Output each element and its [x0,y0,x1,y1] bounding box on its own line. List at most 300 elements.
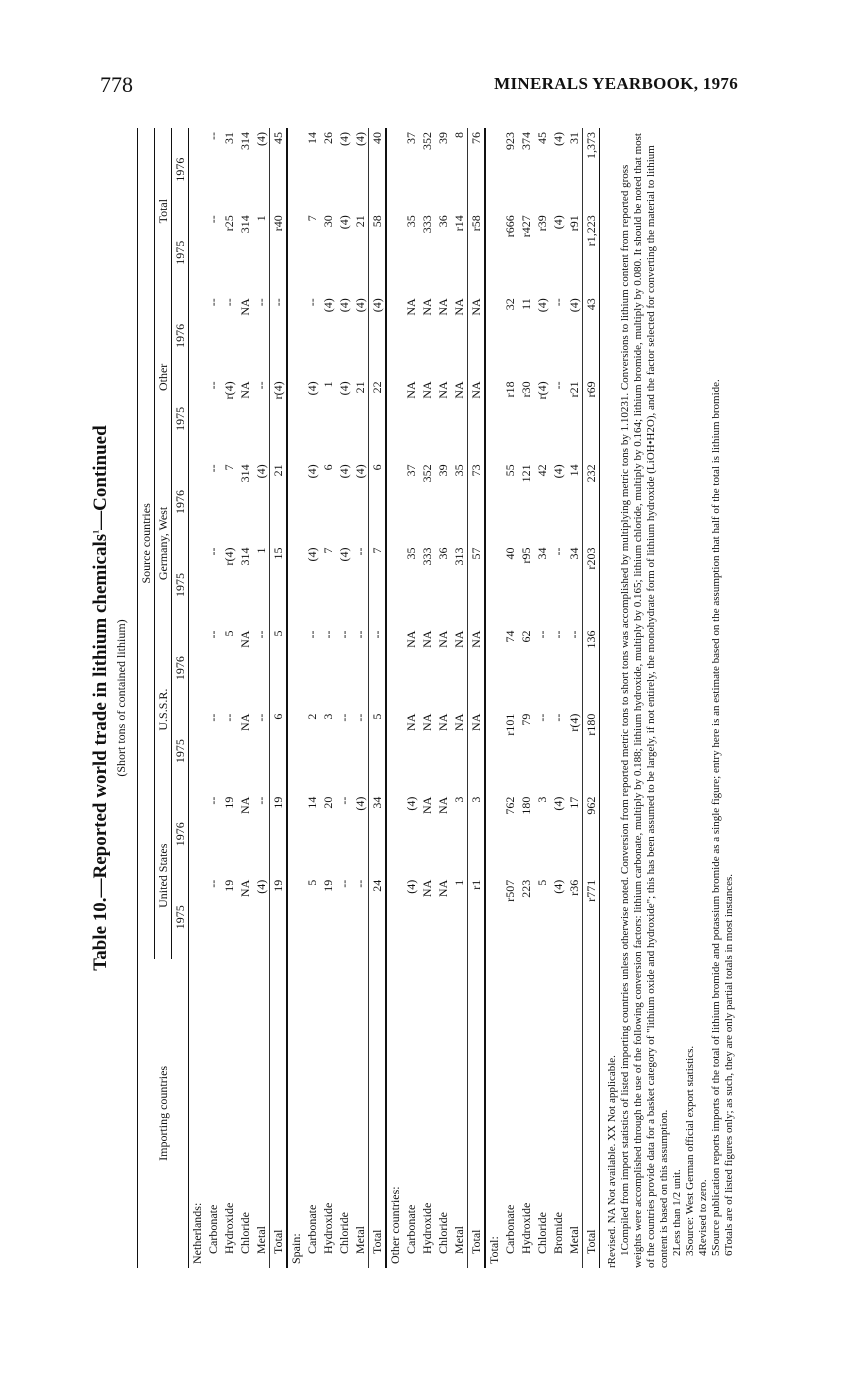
cell-value: r25 [222,215,236,232]
cell-value: NA [452,713,466,731]
row-label: Chloride [238,1212,252,1254]
cell-value: 11 [519,298,533,310]
row-label: Total: [487,1236,501,1264]
cell-value [189,793,206,876]
cell-value: NA [452,298,466,316]
cell-value: NA [436,630,450,648]
cell-value: 962 [583,793,600,876]
cell-value: r101 [503,713,517,736]
table-row [336,128,352,1268]
cell-value: r18 [503,381,517,398]
cell-value [189,627,206,710]
cell-value: 40 [369,128,387,211]
cell-value [386,876,403,959]
cell-value: (4) [551,464,565,479]
cell-value: 314 [238,132,252,150]
cell-value: NA [468,377,486,460]
cell-value [386,460,403,543]
cell-value: 43 [583,294,600,377]
cell-value: (4) [551,132,565,146]
cell-value: (4) [353,298,367,313]
cell-value: NA [436,713,450,731]
cell-value: 374 [519,132,533,150]
cell-value: 31 [222,132,236,144]
cell-value [485,128,502,211]
year-header: 1975 [172,211,189,294]
cell-value: 3 [452,796,466,803]
cell-value: 45 [535,132,549,144]
table-row [352,128,369,1268]
cell-value: 36 [436,215,450,228]
row-label: Spain: [289,1233,303,1264]
cell-value: 36 [436,547,450,560]
table-title-note: 1 [91,529,101,534]
cell-value: 14 [305,132,319,144]
cell-value: r507 [503,879,517,902]
cell-value [485,543,502,626]
year-header: 1975 [172,377,189,460]
cell-value: -- [337,879,351,888]
cell-value: NA [436,796,450,814]
cell-value: 73 [468,460,486,543]
year-header: 1976 [172,627,189,710]
cell-value: 19 [270,876,288,959]
cell-value: (4) [567,298,581,313]
cell-value: 14 [305,796,319,809]
cell-value: r203 [583,543,600,626]
cell-value: NA [420,298,434,316]
row-label: Netherlands: [190,1202,204,1264]
cell-value: (4) [404,796,418,811]
cell-value: 35 [452,464,466,477]
cell-value: 19 [270,793,288,876]
cell-value: r14 [452,215,466,232]
cell-value: -- [535,630,549,639]
cell-value: 7 [222,464,236,471]
cell-value: r1 [468,876,486,959]
table-row [550,128,566,1268]
cell-value: NA [404,713,418,731]
page-number: 778 [100,72,133,97]
cell-value: 39 [436,464,450,477]
cell-value [386,211,403,294]
cell-value: 20 [321,796,335,809]
cell-value: (4) [321,298,335,313]
cell-value: 5 [305,879,319,886]
lithium-trade-table [137,128,600,1268]
cell-value [287,543,304,626]
cell-value: 37 [404,132,418,144]
cell-value: 314 [238,547,252,566]
row-label: Total [369,959,387,1268]
cell-value: 3 [468,793,486,876]
row-label: Hydroxide [420,1202,434,1254]
cell-value: 55 [503,464,517,477]
cell-value: 58 [369,211,387,294]
cell-value: (4) [551,215,565,230]
year-header: 1976 [172,460,189,543]
cell-value: 35 [404,215,418,228]
cell-value: 22 [369,377,387,460]
cell-value: -- [369,627,387,710]
row-label: Total [270,959,288,1268]
cell-value: NA [436,298,450,316]
cell-value: -- [551,547,565,556]
table-title [90,128,112,1268]
row-label: Total [583,959,600,1268]
cell-value: -- [337,630,351,639]
total-row [468,128,486,1268]
cell-value: 923 [503,132,517,150]
cell-value: 34 [567,547,581,560]
cell-value: r39 [535,215,549,232]
cell-value: r21 [567,381,581,398]
cell-value [189,460,206,543]
cell-value [287,710,304,793]
footnote: 6Totals are of listed figures only; as such, they are only partial totals in most instances. [723,873,735,1256]
total-row [270,128,288,1268]
cell-value: 21 [353,381,367,394]
cell-value: 34 [535,547,549,560]
cell-value: NA [436,879,450,898]
cell-value: 39 [436,132,450,144]
row-label: Carbonate [404,1204,418,1254]
cell-value: -- [353,547,367,556]
cell-value: 21 [353,215,367,228]
cell-value [485,294,502,377]
cell-value [189,876,206,959]
cell-value: -- [206,381,220,390]
cell-value [386,294,403,377]
row-label: Chloride [337,1212,351,1254]
cell-value: 3 [321,713,335,720]
cell-value [189,543,206,626]
cell-value: 3 [535,796,549,803]
table-title-main: Table 10.—Reported world trade in lithium chemicals [90,533,111,971]
cell-value: 5 [222,630,236,637]
cell-value [287,211,304,294]
cell-value [189,377,206,460]
cell-value: -- [254,298,268,307]
cell-value: 19 [321,879,335,892]
cell-value: 37 [404,464,418,477]
cell-value [287,377,304,460]
total-row [583,128,600,1268]
cell-value [386,627,403,710]
cell-value [485,710,502,793]
year-header: 1975 [172,710,189,793]
cell-value [287,627,304,710]
table-row [518,128,534,1268]
cell-value: 5 [270,627,288,710]
cell-value: 1 [452,879,466,886]
cell-value: 313 [452,547,466,566]
cell-value: 45 [270,128,288,211]
cell-value: -- [206,464,220,473]
cell-value: 6 [270,710,288,793]
cell-value: 26 [321,132,335,144]
cell-value [386,793,403,876]
year-header: 1976 [172,793,189,876]
cell-value: 1 [254,215,268,222]
cell-value: 180 [519,796,533,815]
cell-value: r40 [270,211,288,294]
cell-value [386,710,403,793]
row-label: Metal [452,1226,466,1254]
cell-value: 42 [535,464,549,477]
cell-value [485,211,502,294]
cell-value: r1,223 [583,211,600,294]
cell-value: (4) [337,547,351,562]
cell-value [386,128,403,211]
cell-value: NA [452,630,466,648]
footnote: 1Compiled from import statistics of listed importing countries unless otherwise noted. Conversion from reported metric tons to short tons was accomplished by multiplying metric tons by 1.10231. Conversions to lithium content from reported gross weights were accomplished through the use of the following conversion factors: lithium carbonate, multiply by 0.188; lithium hydroxide, multiply by 0.165; lithium chloride, multiply by 0.164; lithium bromide, multiply by 0.080. It should be noted that most of the countries provide data for a basket category of "lithium oxide and hydroxide"; this has been assumed to be largely, if not entirely, the monohydrate form of lithium hydroxide (LiOH•H2O), and the factor selected for converting the material to lithium content is based on this assumption. [619,133,670,1268]
cell-value: 136 [583,627,600,710]
rotated-table-block [90,128,790,1268]
cell-value: -- [206,215,220,224]
cell-value: 314 [238,215,252,234]
cell-value: 232 [583,460,600,543]
row-label: Hydroxide [519,1202,533,1254]
row-label: Metal [567,1226,581,1254]
cell-value: -- [206,547,220,556]
cell-value: r771 [583,876,600,959]
cell-value: -- [254,381,268,390]
cell-value: -- [206,298,220,307]
cell-value: -- [206,630,220,639]
cell-value [485,793,502,876]
cell-value: (4) [337,132,351,146]
cell-value: NA [404,298,418,316]
group-heading-row [386,128,403,1268]
cell-value: 352 [420,132,434,150]
table-row [419,128,435,1268]
cell-value: r95 [519,547,533,564]
cell-value [287,793,304,876]
cell-value: 7 [321,547,335,554]
cell-value: 1 [321,381,335,388]
row-label: Other countries: [388,1186,402,1264]
year-header: 1976 [172,128,189,211]
cell-value [189,128,206,211]
cell-value [485,627,502,710]
row-label: Carbonate [503,1204,517,1254]
table-subtitle: (Short tons of contained lithium) [114,619,128,777]
cell-value: 30 [321,215,335,228]
footnote: rRevised. NA Not available. XX Not applicable. [606,1055,618,1268]
row-label: Hydroxide [222,1202,236,1254]
table-title-suffix: —Continued [90,425,111,530]
cell-value: -- [254,630,268,639]
cell-value: NA [436,381,450,399]
cell-value: -- [567,630,581,639]
source-column-header: Germany, West [155,460,172,626]
cell-value: (4) [337,215,351,230]
cell-value: (4) [353,464,367,479]
cell-value: -- [222,298,236,307]
row-label: Chloride [436,1212,450,1254]
cell-value: -- [206,879,220,888]
group-heading-row [189,128,206,1268]
source-column-header: U.S.S.R. [155,627,172,793]
cell-value: (4) [369,294,387,377]
cell-value: -- [206,713,220,722]
cell-value: r180 [583,710,600,793]
cell-value: NA [238,796,252,814]
table-row [403,128,419,1268]
cell-value: NA [238,381,252,399]
cell-value: (4) [404,879,418,894]
table-row [435,128,451,1268]
cell-value [189,294,206,377]
source-column-header: United States [155,793,172,959]
cell-value: NA [452,381,466,399]
cell-value: 14 [567,464,581,477]
cell-value: 79 [519,713,533,726]
cell-value: 74 [503,630,517,643]
cell-value: r69 [583,377,600,460]
row-label: Chloride [535,1212,549,1254]
cell-value: r(4) [222,381,236,400]
cell-value: r91 [567,215,581,232]
cell-value: NA [420,713,434,731]
cell-value: 762 [503,796,517,815]
cell-value: 21 [270,460,288,543]
footnote: 5Source publication reports imports of the total of lithium bromide and potassium bromide as a single figure; entry here is an estimate based on the assumption that half of the total is lithium bromide. [710,379,722,1256]
cell-value: r36 [567,879,581,896]
cell-value: r30 [519,381,533,398]
table-row [237,128,253,1268]
year-header: 1975 [172,876,189,959]
cell-value: r(4) [535,381,549,400]
cell-value: (4) [254,132,268,146]
cell-value: -- [206,796,220,805]
cell-value: NA [238,713,252,731]
cell-value: 24 [369,876,387,959]
group-header: Source countries [138,128,155,959]
running-head: MINERALS YEARBOOK, 1976 [494,74,738,93]
cell-value [485,460,502,543]
cell-value [485,876,502,959]
source-column-header: Total [155,128,172,294]
table-row [502,128,518,1268]
cell-value [386,543,403,626]
group-heading-row [287,128,304,1268]
cell-value: -- [337,796,351,805]
cell-value: NA [420,381,434,399]
cell-value: (4) [305,547,319,562]
cell-value: NA [468,294,486,377]
cell-value: -- [337,713,351,722]
cell-value: -- [254,713,268,722]
cell-value: -- [535,713,549,722]
cell-value: 17 [567,796,581,809]
cell-value: 8 [452,132,466,138]
cell-value [386,377,403,460]
cell-value: 7 [305,215,319,222]
cell-value: -- [305,630,319,639]
cell-value: -- [222,713,236,722]
cell-value: (4) [353,132,367,146]
cell-value: (4) [254,464,268,479]
cell-value: r(4) [222,547,236,566]
table-row [253,128,270,1268]
row-label: Metal [353,1226,367,1254]
cell-value [287,876,304,959]
cell-value: 333 [420,215,434,234]
cell-value: -- [551,713,565,722]
cell-value: 1,373 [583,128,600,211]
cell-value: (4) [535,298,549,313]
cell-value: 121 [519,464,533,483]
year-header: 1976 [172,294,189,377]
cell-value: NA [238,630,252,648]
cell-value [287,128,304,211]
cell-value: -- [551,630,565,639]
footnote: 2Less than 1/2 unit. [671,1169,683,1256]
cell-value: 223 [519,879,533,898]
year-header: 1975 [172,543,189,626]
footnotes [606,128,736,1268]
cell-value: r(4) [270,377,288,460]
table-row [566,128,583,1268]
cell-value: 1 [254,547,268,554]
cell-value: -- [353,630,367,639]
cell-value: -- [321,630,335,639]
stub-header: Importing countries [138,959,189,1268]
row-label: Hydroxide [321,1202,335,1254]
cell-value [287,294,304,377]
cell-value: 6 [321,464,335,471]
cell-value [189,211,206,294]
cell-value: 352 [420,464,434,483]
footnote: 4Revised to zero. [697,1179,709,1256]
cell-value: (4) [337,464,351,479]
cell-value: (4) [305,381,319,396]
cell-value: NA [404,630,418,648]
cell-value: (4) [337,298,351,313]
cell-value: 57 [468,543,486,626]
cell-value: -- [206,132,220,140]
table-row [205,128,221,1268]
cell-value: NA [468,710,486,793]
row-label: Bromide [551,1212,565,1254]
row-label: Metal [254,1226,268,1254]
cell-value: -- [254,796,268,805]
footnote: 3Source: West German official export statistics. [684,1045,696,1256]
cell-value: r58 [468,211,486,294]
cell-value: NA [238,298,252,316]
row-label: Carbonate [305,1204,319,1254]
cell-value: NA [468,627,486,710]
cell-value [189,710,206,793]
cell-value: 5 [369,710,387,793]
cell-value: NA [420,879,434,898]
cell-value: -- [270,294,288,377]
cell-value: 2 [305,713,319,720]
table-row [534,128,550,1268]
cell-value: (4) [254,879,268,894]
cell-value: 5 [535,879,549,886]
source-column-header: Other [155,294,172,460]
total-row [369,128,387,1268]
cell-value: 32 [503,298,517,311]
cell-value: 76 [468,128,486,211]
cell-value: 34 [369,793,387,876]
table-row [304,128,320,1268]
cell-value [287,460,304,543]
cell-value: 40 [503,547,517,560]
